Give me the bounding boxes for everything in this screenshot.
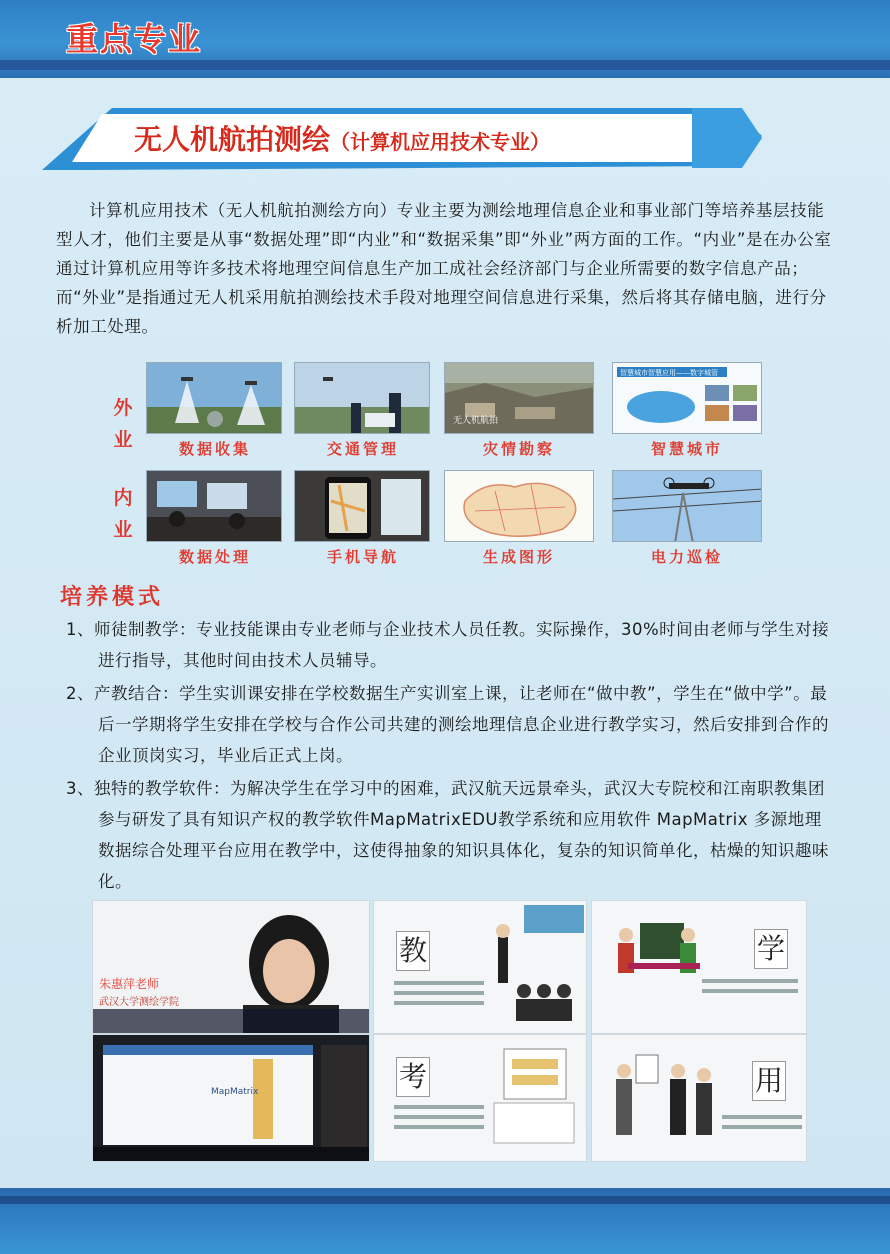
- photo-mobile-navigation: [294, 470, 430, 542]
- teacher-name: 朱惠萍老师: [99, 977, 160, 991]
- smart-city-banner-text: 智慧城市智慧应用——数字城管: [620, 369, 718, 377]
- photo-traffic-management: [294, 362, 430, 434]
- screenshot-teacher-video: [92, 900, 370, 1034]
- banner-title-main: 无人机航拍测绘: [134, 123, 331, 156]
- caption-data-collection: 数据收集: [178, 440, 251, 458]
- photo-map-generation: [444, 470, 594, 542]
- header-stripe: [0, 60, 890, 70]
- disaster-watermark: 无人机航拍: [453, 416, 499, 426]
- card-exam: [373, 1034, 587, 1162]
- intro-paragraph: 计算机应用技术（无人机航拍测绘方向）专业主要为测绘地理信息企业和事业部门等培养基层技能型人才，他们主要是从事“数据处理”即“内业”和“数据采集”即“外业”两方面的工作。“内业”是在办公室通过计算机应用等许多技术将地理空间信息生产加工成社会经济部门与企业所需要的数字信息产品；而“外业”是指通过无人机采用航拍测绘技术手段对地理空间信息进行采集，然后将其存储电脑，进行分析加工处理。: [56, 201, 832, 336]
- photo-disaster-survey: [444, 362, 594, 434]
- caption-smart-city: 智慧城市: [650, 440, 723, 458]
- outdoor-label: 外业: [113, 397, 133, 451]
- glyph-apply: 用: [752, 1061, 786, 1101]
- training-item: 3、独特的教学软件：为解决学生在学习中的困难，武汉航天远景牵头，武汉大专院校和江南职教集团参与研发了具有知识产权的教学软件MapMatrixEDU教学系统和应用软件 MapMatrix 多源地理数据综合处理平台应用在教学中，这使得抽象的知识具体化，复杂的知识简单化，枯燥的知识趣味化。: [66, 779, 829, 891]
- card-apply: [591, 1034, 807, 1162]
- indoor-label: 内业: [113, 487, 133, 541]
- caption-map-generation: 生成图形: [482, 548, 555, 566]
- training-item: 2、产教结合：学生实训课安排在学校数据生产实训室上课，让老师在“做中教”，学生在“做中学”。最后一学期将学生安排在学校与合作公司共建的测绘地理信息企业进行教学实习，然后安排到合作的企业顶岗实习，毕业后正式上岗。: [66, 684, 829, 765]
- card-learn: [591, 900, 807, 1034]
- glyph-exam: 考: [396, 1057, 430, 1097]
- card-teach: [373, 900, 587, 1034]
- banner-subtitle: （计算机应用技术专业）: [330, 130, 551, 154]
- teacher-org: 武汉大学测绘学院: [99, 997, 179, 1008]
- photo-smart-city: [612, 362, 762, 434]
- caption-traffic-management: 交通管理: [326, 440, 399, 458]
- photo-data-collection: [146, 362, 282, 434]
- caption-mobile-navigation: 手机导航: [326, 548, 399, 566]
- screenshot-software: [92, 1034, 370, 1162]
- glyph-teach: 教: [396, 931, 430, 971]
- photo-power-inspection: [612, 470, 762, 542]
- caption-disaster-survey: 灾情勘察: [482, 440, 555, 458]
- photo-data-processing: [146, 470, 282, 542]
- caption-data-processing: 数据处理: [178, 548, 251, 566]
- title-banner: [42, 98, 762, 178]
- software-caption: MapMatrix: [211, 1087, 259, 1097]
- training-list: [66, 614, 836, 897]
- training-item: 1、师徒制教学：专业技能课由专业老师与企业技术人员任教。实际操作，30%时间由老师与学生对接进行指导，其他时间由技术人员辅导。: [66, 620, 830, 670]
- training-title: 培养模式: [60, 585, 165, 610]
- banner-title: [134, 118, 550, 158]
- footer-band: [0, 1188, 890, 1254]
- glyph-learn: 学: [754, 929, 788, 969]
- caption-power-inspection: 电力巡检: [650, 548, 723, 566]
- section-label: 重点专业: [66, 20, 203, 58]
- footer-stripe: [0, 1196, 890, 1204]
